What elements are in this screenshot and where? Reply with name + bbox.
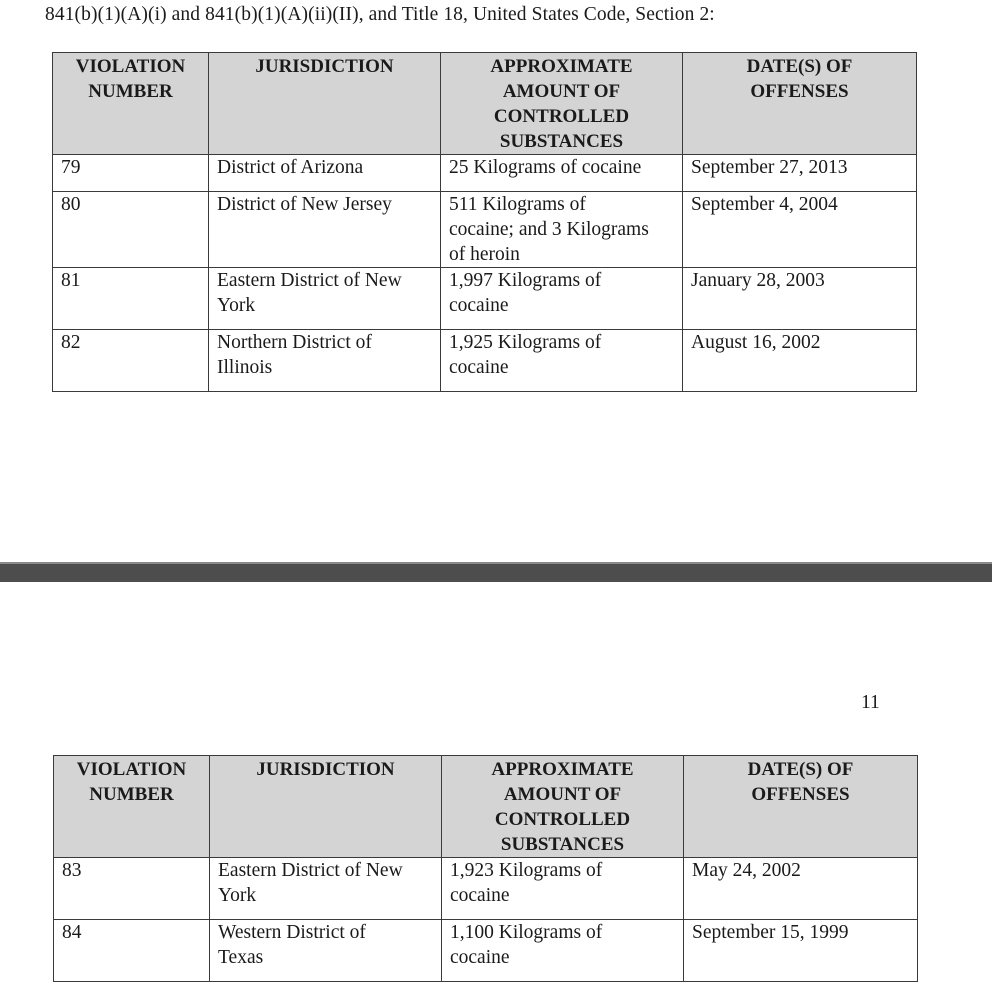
offense-date: September 4, 2004: [683, 192, 917, 268]
offense-date: May 24, 2002: [684, 858, 918, 920]
violations-table-2: [53, 755, 918, 982]
amount: 511 Kilograms of cocaine; and 3 Kilograms of heroin: [441, 192, 683, 268]
violation-number: 80: [53, 192, 209, 268]
header-dates: DATE(S) OF OFFENSES: [684, 756, 918, 858]
header-jurisdiction: JURISDICTION: [209, 53, 441, 155]
header-row: [53, 53, 917, 155]
table-row: [53, 155, 917, 192]
offense-date: January 28, 2003: [683, 268, 917, 330]
jurisdiction: District of Arizona: [209, 155, 441, 192]
jurisdiction: District of New Jersey: [209, 192, 441, 268]
jurisdiction: Eastern District of New York: [210, 858, 442, 920]
amount: 1,997 Kilograms of cocaine: [441, 268, 683, 330]
table-row: [53, 268, 917, 330]
violation-number: 83: [54, 858, 210, 920]
header-dates: DATE(S) OF OFFENSES: [683, 53, 917, 155]
amount: 25 Kilograms of cocaine: [441, 155, 683, 192]
offense-date: September 27, 2013: [683, 155, 917, 192]
header-violation-number: VIOLATION NUMBER: [54, 756, 210, 858]
violation-number: 82: [53, 330, 209, 392]
intro-text: 841(b)(1)(A)(i) and 841(b)(1)(A)(ii)(II), and Title 18, United States Code, Section 2:: [45, 4, 715, 25]
amount: 1,925 Kilograms of cocaine: [441, 330, 683, 392]
page-divider: [0, 562, 992, 582]
offense-date: August 16, 2002: [683, 330, 917, 392]
violations-table-1: [52, 52, 917, 392]
header-row: [54, 756, 918, 858]
header-jurisdiction: JURISDICTION: [210, 756, 442, 858]
table-row: [54, 920, 918, 982]
jurisdiction: Western District of Texas: [210, 920, 442, 982]
amount: 1,923 Kilograms of cocaine: [442, 858, 684, 920]
table-row: [53, 330, 917, 392]
offense-date: September 15, 1999: [684, 920, 918, 982]
violation-number: 81: [53, 268, 209, 330]
table-row: [53, 192, 917, 268]
amount: 1,100 Kilograms of cocaine: [442, 920, 684, 982]
header-amount: APPROXIMATE AMOUNT OF CONTROLLED SUBSTANCES: [441, 53, 683, 155]
jurisdiction: Northern District of Illinois: [209, 330, 441, 392]
table-row: [54, 858, 918, 920]
jurisdiction: Eastern District of New York: [209, 268, 441, 330]
violation-number: 79: [53, 155, 209, 192]
header-violation-number: VIOLATION NUMBER: [53, 53, 209, 155]
page-number: 11: [861, 692, 880, 713]
header-amount: APPROXIMATE AMOUNT OF CONTROLLED SUBSTANCES: [442, 756, 684, 858]
violation-number: 84: [54, 920, 210, 982]
